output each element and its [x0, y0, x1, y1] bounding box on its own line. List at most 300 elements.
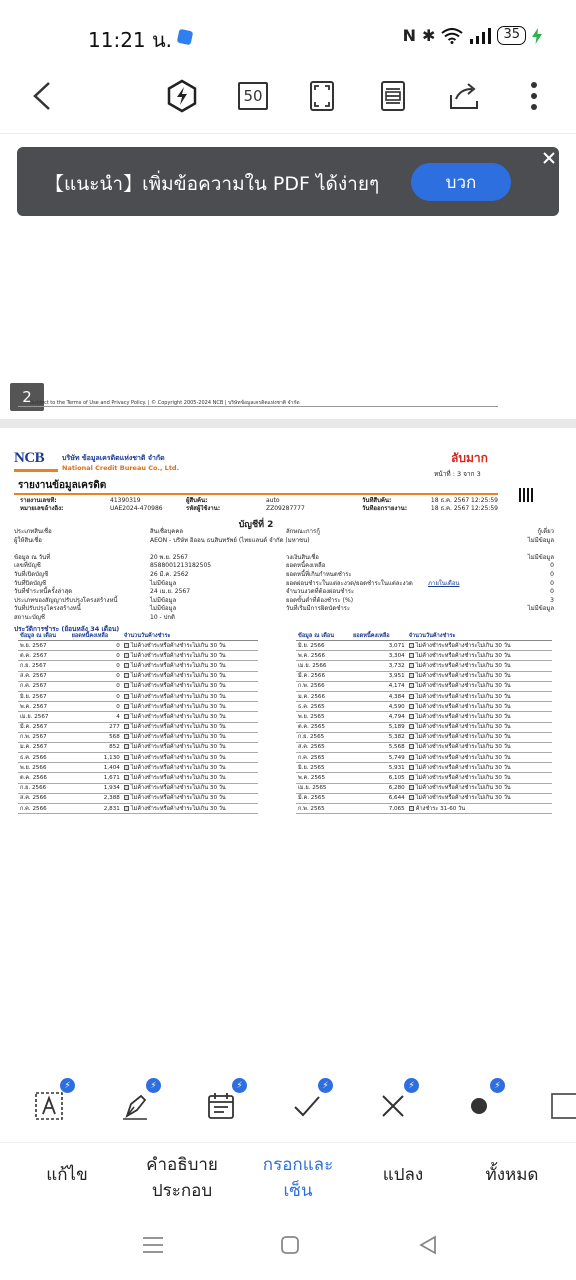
history-status-cell	[122, 793, 258, 803]
status-checkbox-icon	[409, 653, 414, 658]
history-month: มิ.ย. 2567	[18, 691, 70, 701]
promo-banner	[17, 147, 559, 216]
header-label: รายงานเลขที่:	[20, 497, 57, 504]
field-label: ผู้ให้สินเชื่อ	[14, 536, 42, 544]
bluetooth-icon: ✱	[422, 26, 436, 45]
signal-icon	[469, 28, 491, 44]
history-status: ไม่ค้างชำระหรือค้างชำระไม่เกิน 30 วัน	[415, 703, 511, 710]
status-checkbox-icon	[124, 775, 129, 780]
field-label: วันที่ปรับปรุงโครงสร้างหนี้	[14, 605, 81, 613]
history-balance: 5,568	[351, 742, 407, 752]
history-status: ไม่ค้างชำระหรือค้างชำระไม่เกิน 30 วัน	[415, 744, 511, 751]
title-rule	[14, 493, 498, 495]
field-value: สินเชื่อบุคคล	[150, 528, 184, 535]
header-value: 41390319	[110, 497, 141, 504]
history-month: ก.ค. 2565	[296, 753, 351, 763]
report-title: รายงานข้อมูลเครดิต	[18, 480, 107, 491]
history-column-header: ยอดหนี้คงเหลือ	[351, 632, 407, 641]
status-checkbox-icon	[409, 694, 414, 699]
history-month: พ.ค. 2567	[18, 702, 70, 712]
toolbar-divider	[0, 133, 576, 134]
field-value: 26 มี.ค. 2562	[150, 571, 189, 578]
tab-edit-label: แก้ไข	[46, 1165, 88, 1185]
status-checkbox-icon	[409, 785, 414, 790]
rectangle-icon	[546, 1090, 576, 1122]
close-icon	[542, 151, 556, 165]
history-balance: 6,644	[351, 793, 407, 803]
field-value: ไม่มีข้อมูล	[150, 596, 177, 604]
history-row	[18, 722, 258, 732]
header-label: หมายเลขอ้างอิง:	[20, 505, 64, 512]
history-month: ม.ค. 2566	[296, 691, 351, 701]
history-status: ไม่ค้างชำระหรือค้างชำระไม่เกิน 30 วัน	[415, 754, 511, 761]
history-balance: 6,280	[351, 783, 407, 793]
pen-nib-icon	[119, 1090, 151, 1122]
history-row	[18, 732, 258, 742]
history-status-cell	[122, 641, 258, 651]
history-row	[18, 773, 258, 783]
history-status-cell	[407, 804, 552, 814]
history-row	[18, 763, 258, 773]
history-status-cell	[122, 763, 258, 773]
calendar-icon	[205, 1090, 237, 1122]
history-month: พ.ย. 2565	[296, 712, 351, 722]
status-checkbox-icon	[409, 734, 414, 739]
history-month: พ.ย. 2567	[18, 641, 70, 651]
field-label: ประเภทของสัญญาปรับปรุงโครงสร้างหนี้	[14, 596, 118, 604]
signature-tool[interactable]	[113, 1080, 157, 1128]
history-balance: 3,951	[351, 671, 407, 681]
text-box-tool[interactable]	[27, 1080, 71, 1128]
history-row	[18, 661, 258, 671]
history-row	[296, 763, 552, 773]
tab-convert[interactable]	[358, 1162, 448, 1188]
history-table-right	[296, 632, 552, 814]
field-label: ข้อมูล ณ วันที่	[14, 553, 51, 561]
history-month: ม.ค. 2567	[18, 742, 70, 752]
ai-badge-icon: ⚡	[404, 1078, 419, 1093]
field-value: ไม่มีข้อมูล	[150, 605, 177, 613]
report-header-row	[20, 505, 498, 513]
history-column-header: ข้อมูล ณ เดือน	[296, 632, 351, 641]
history-row	[296, 691, 552, 701]
history-balance: 277	[70, 722, 122, 732]
header-value: 18 ธ.ค. 2567 12:25:59	[430, 505, 498, 512]
header-value: ZZ09287777	[266, 505, 305, 512]
history-month: ต.ค. 2567	[18, 651, 70, 661]
history-row	[18, 742, 258, 752]
history-row	[296, 651, 552, 661]
tab-convert-label: แปลง	[382, 1165, 424, 1185]
history-month: เม.ย. 2566	[296, 661, 351, 671]
history-status-cell	[407, 671, 552, 681]
recents-icon	[143, 1236, 163, 1254]
field-label: ยอดหนี้ที่เกินกำหนดชำระ	[286, 571, 352, 578]
tab-fill-sign[interactable]	[248, 1152, 348, 1204]
nav-home-button[interactable]	[270, 1230, 310, 1260]
history-month: ส.ค. 2567	[18, 671, 70, 681]
history-month: ก.ค. 2566	[18, 804, 70, 814]
history-balance: 4,384	[351, 691, 407, 701]
history-balance: 4	[70, 712, 122, 722]
history-status-cell	[407, 691, 552, 701]
history-status-cell	[122, 753, 258, 763]
field-value: 10 - ปกติ	[150, 614, 175, 621]
history-month: เม.ย. 2565	[296, 783, 351, 793]
history-balance: 3,732	[351, 661, 407, 671]
field-value: ไม่มีข้อมูล	[150, 579, 177, 587]
history-status: ไม่ค้างชำระหรือค้างชำระไม่เกิน 30 วัน	[415, 683, 511, 690]
history-status: ไม่ค้างชำระหรือค้างชำระไม่เกิน 30 วัน	[415, 764, 511, 771]
history-status-cell	[122, 661, 258, 671]
history-status-cell	[122, 671, 258, 681]
field-value: 20 พ.ย. 2567	[150, 553, 189, 561]
field-label: เลขที่บัญชี	[14, 562, 41, 570]
history-status-cell	[407, 712, 552, 722]
status-checkbox-icon	[409, 806, 414, 811]
status-checkbox-icon	[124, 694, 129, 699]
field-value: 0	[550, 588, 554, 596]
field-value: 0	[550, 562, 554, 570]
promo-banner-text: 【แนะนำ】เพิ่มข้อความใน PDF ได้ง่ายๆ	[45, 173, 380, 195]
page-count-button[interactable]	[233, 76, 273, 116]
history-status-cell	[407, 722, 552, 732]
field-label: วันที่ชำระหนี้ครั้งล่าสุด	[14, 588, 73, 596]
history-month: ก.ย. 2565	[296, 732, 351, 742]
header-value: 18 ธ.ค. 2567 12:25:59	[430, 497, 498, 504]
history-status-cell	[122, 681, 258, 691]
history-status: ไม่ค้างชำระหรือค้างชำระไม่เกิน 30 วัน	[415, 642, 511, 649]
header-label: ผู้สืบค้น:	[186, 497, 208, 504]
header-label: รหัสผู้ใช้งาน:	[186, 505, 221, 512]
tools-divider	[0, 1142, 576, 1143]
document-view-icon	[380, 80, 406, 112]
status-checkbox-icon	[409, 724, 414, 729]
tab-all-label: ทั้งหมด	[485, 1165, 539, 1185]
history-status: ไม่ค้างชำระหรือค้างชำระไม่เกิน 30 วัน	[130, 795, 226, 802]
history-status-cell	[407, 753, 552, 763]
add-text-button[interactable]: บวก	[411, 163, 511, 201]
history-month: เม.ย. 2567	[18, 712, 70, 722]
history-balance: 0	[70, 691, 122, 701]
history-month: ต.ค. 2565	[296, 722, 351, 732]
history-row	[18, 651, 258, 661]
history-row	[18, 753, 258, 763]
history-balance: 0	[70, 661, 122, 671]
history-row	[18, 641, 258, 651]
history-status: ไม่ค้างชำระหรือค้างชำระไม่เกิน 30 วัน	[130, 683, 226, 690]
history-status-cell	[407, 641, 552, 651]
history-balance: 1,934	[70, 783, 122, 793]
history-row	[18, 681, 258, 691]
more-options-button[interactable]	[514, 76, 554, 116]
field-value: ไม่มีข้อมูล	[527, 553, 554, 561]
page-count-box	[238, 82, 268, 110]
history-status: ไม่ค้างชำระหรือค้างชำระไม่เกิน 30 วัน	[415, 713, 511, 720]
history-month: ก.ค. 2567	[18, 681, 70, 691]
header-label: วันที่สืบค้น:	[362, 497, 392, 504]
history-status: ไม่ค้างชำระหรือค้างชำระไม่เกิน 30 วัน	[415, 673, 511, 680]
history-balance: 0	[70, 681, 122, 691]
status-checkbox-icon	[124, 785, 129, 790]
datamatrix-code	[519, 488, 533, 502]
history-status-cell	[122, 732, 258, 742]
field-value: 0	[550, 571, 554, 578]
history-status-cell	[407, 702, 552, 712]
tab-edit[interactable]	[22, 1162, 112, 1188]
field-label: จำนวนงวดที่ต้องผ่อนชำระ	[286, 588, 355, 596]
page-number-badge: 2	[10, 383, 44, 411]
history-balance: 4,174	[351, 681, 407, 691]
company-name-th: บริษัท ข้อมูลเครดิตแห่งชาติ จำกัด	[62, 454, 165, 462]
history-column-header: ยอดหนี้คงเหลือ	[70, 632, 122, 641]
status-checkbox-icon	[124, 704, 129, 709]
field-link[interactable]: ภายในเดือน	[428, 579, 460, 587]
status-checkbox-icon	[124, 744, 129, 749]
tab-all[interactable]	[462, 1162, 562, 1188]
status-checkbox-icon	[124, 643, 129, 648]
history-balance: 1,130	[70, 753, 122, 763]
field-label: วันที่เริ่มมีการผิดนัดชำระ	[286, 605, 351, 613]
history-status: ไม่ค้างชำระหรือค้างชำระไม่เกิน 30 วัน	[130, 693, 226, 700]
history-status-cell	[407, 651, 552, 661]
fullscreen-button[interactable]	[302, 76, 342, 116]
report-header-row	[20, 497, 498, 505]
history-month: มิ.ย. 2566	[296, 641, 351, 651]
history-status-cell	[122, 783, 258, 793]
history-month: ต.ค. 2566	[18, 773, 70, 783]
history-status: ไม่ค้างชำระหรือค้างชำระไม่เกิน 30 วัน	[130, 744, 226, 751]
history-row	[296, 712, 552, 722]
history-balance: 568	[70, 732, 122, 742]
history-status-cell	[122, 773, 258, 783]
history-balance: 7,065	[351, 804, 407, 814]
field-label: ยอดหนี้คงเหลือ	[286, 562, 326, 570]
field-label: วันที่เปิดบัญชี	[14, 571, 49, 578]
close-banner-button[interactable]	[531, 143, 567, 173]
status-checkbox-icon	[124, 734, 129, 739]
history-status: ไม่ค้างชำระหรือค้างชำระไม่เกิน 30 วัน	[415, 785, 511, 792]
report-header-grid	[20, 497, 498, 513]
history-row	[296, 753, 552, 763]
field-label: ยอดขั้นต่ำที่ต้องชำระ (%)	[286, 596, 354, 604]
ai-tools-button[interactable]	[162, 76, 202, 116]
status-checkbox-icon	[124, 653, 129, 658]
field-label: สถานะบัญชี	[14, 614, 45, 621]
checkmark-icon	[291, 1090, 323, 1122]
history-balance: 6,105	[351, 773, 407, 783]
history-balance: 4,794	[351, 712, 407, 722]
field-label: วันที่ปิดบัญชี	[14, 579, 47, 587]
history-row	[18, 712, 258, 722]
history-status-cell	[407, 773, 552, 783]
history-row	[296, 773, 552, 783]
history-status: ไม่ค้างชำระหรือค้างชำระไม่เกิน 30 วัน	[130, 713, 226, 720]
history-column-header: จำนวนวันค้างชำระ	[407, 632, 552, 641]
history-month: พ.ค. 2566	[296, 651, 351, 661]
tab-annotate[interactable]	[132, 1152, 232, 1204]
history-balance: 0	[70, 702, 122, 712]
history-status-cell	[122, 712, 258, 722]
status-checkbox-icon	[409, 775, 414, 780]
history-row	[296, 722, 552, 732]
history-status: ไม่ค้างชำระหรือค้างชำระไม่เกิน 30 วัน	[130, 775, 226, 782]
status-checkbox-icon	[124, 663, 129, 668]
back-arrow-icon	[31, 81, 53, 111]
date-tool[interactable]	[199, 1080, 243, 1128]
field-value: 0	[550, 579, 554, 587]
history-status: ไม่ค้างชำระหรือค้างชำระไม่เกิน 30 วัน	[415, 693, 511, 700]
ai-badge-icon: ⚡	[60, 1078, 75, 1093]
history-status-cell	[122, 651, 258, 661]
history-month: มี.ค. 2567	[18, 722, 70, 732]
history-status: ไม่ค้างชำระหรือค้างชำระไม่เกิน 30 วัน	[130, 642, 226, 649]
history-row	[296, 742, 552, 752]
history-status: ไม่ค้างชำระหรือค้างชำระไม่เกิน 30 วัน	[415, 775, 511, 782]
history-status: ไม่ค้างชำระหรือค้างชำระไม่เกิน 30 วัน	[130, 785, 226, 792]
checkmark-tool[interactable]	[285, 1080, 329, 1128]
ai-badge-icon: ⚡	[318, 1078, 333, 1093]
ncb-logo: NCB	[14, 450, 45, 466]
history-month: ก.พ. 2565	[296, 804, 351, 814]
reading-mode-button[interactable]	[373, 76, 413, 116]
field-label: ยอดผ่อนชำระในแต่ละงวด/ยอดชำระในแต่ละงวด	[286, 579, 413, 587]
history-status: ไม่ค้างชำระหรือค้างชำระไม่เกิน 30 วัน	[130, 703, 226, 710]
history-status-cell	[122, 804, 258, 814]
history-month: ก.พ. 2566	[296, 681, 351, 691]
history-row	[18, 702, 258, 712]
history-balance: 5,382	[351, 732, 407, 742]
history-row	[18, 804, 258, 814]
field-value: 24 เม.ย. 2567	[150, 588, 191, 596]
history-balance: 5,749	[351, 753, 407, 763]
history-status: ค้างชำระ 31-60 วัน	[415, 805, 466, 812]
history-row	[18, 783, 258, 793]
history-balance: 0	[70, 641, 122, 651]
cross-icon	[377, 1090, 409, 1122]
box-tool[interactable]	[546, 1084, 576, 1128]
history-balance: 852	[70, 742, 122, 752]
company-name-en: National Credit Bureau Co., Ltd.	[62, 464, 180, 472]
history-month: ธ.ค. 2565	[296, 702, 351, 712]
text-box-icon	[33, 1090, 65, 1122]
history-row	[18, 691, 258, 701]
battery-indicator: 35	[497, 26, 526, 45]
history-balance: 5,189	[351, 722, 407, 732]
nav-recents-button[interactable]	[133, 1230, 173, 1260]
history-status-cell	[122, 691, 258, 701]
history-row	[296, 681, 552, 691]
page-footer-text: Subject to the Terms of Use and Privacy Policy. | © Copyright 2005-2024 NCB | บริษัทข้อมูลเครดิตแห่งชาติ จำกัด	[30, 400, 300, 406]
history-month: มี.ค. 2565	[296, 793, 351, 803]
back-button[interactable]	[22, 76, 62, 116]
history-status: ไม่ค้างชำระหรือค้างชำระไม่เกิน 30 วัน	[415, 734, 511, 741]
fullscreen-icon	[309, 80, 335, 112]
ai-badge-icon: ⚡	[146, 1078, 161, 1093]
history-status: ไม่ค้างชำระหรือค้างชำระไม่เกิน 30 วัน	[130, 652, 226, 659]
history-row	[296, 671, 552, 681]
dot-tool[interactable]	[457, 1080, 501, 1128]
confidential-label: ลับมาก	[451, 451, 488, 465]
more-vertical-icon	[530, 81, 538, 111]
status-time: 11:21 น.	[88, 28, 173, 52]
page-count-label: 50	[243, 87, 263, 105]
history-month: ธ.ค. 2566	[18, 753, 70, 763]
history-balance: 0	[70, 671, 122, 681]
field-value: 3	[550, 596, 554, 604]
status-checkbox-icon	[409, 673, 414, 678]
history-title: ประวัติการชำระ (ย้อนหลัง 34 เดือน)	[14, 625, 120, 633]
history-status-cell	[407, 793, 552, 803]
history-month: ก.ย. 2566	[18, 783, 70, 793]
history-balance: 3,071	[351, 641, 407, 651]
share-button[interactable]	[444, 76, 484, 116]
history-month: มิ.ย. 2565	[296, 763, 351, 773]
status-checkbox-icon	[124, 806, 129, 811]
status-checkbox-icon	[409, 795, 414, 800]
history-row	[296, 702, 552, 712]
status-checkbox-icon	[124, 724, 129, 729]
history-balance: 1,671	[70, 773, 122, 783]
tab-fill-sign-label: กรอกและ เซ็น	[262, 1155, 334, 1201]
history-status: ไม่ค้างชำระหรือค้างชำระไม่เกิน 30 วัน	[130, 734, 226, 741]
field-value: 8588001213182505	[150, 562, 212, 570]
history-row	[18, 671, 258, 681]
field-value: ไม่มีข้อมูล	[527, 536, 554, 544]
nav-back-button[interactable]	[408, 1230, 448, 1260]
back-triangle-icon	[418, 1235, 438, 1255]
field-label: ลักษณะการกู้	[286, 528, 320, 535]
history-status-cell	[407, 681, 552, 691]
history-balance: 2,388	[70, 793, 122, 803]
dot-icon	[463, 1090, 495, 1122]
ncb-logo-bar	[14, 469, 58, 472]
history-status: ไม่ค้างชำระหรือค้างชำระไม่เกิน 30 วัน	[130, 754, 226, 761]
field-value: กู้เดี่ยว	[537, 528, 554, 535]
charging-icon	[532, 28, 542, 44]
history-status: ไม่ค้างชำระหรือค้างชำระไม่เกิน 30 วัน	[415, 662, 511, 669]
status-checkbox-icon	[409, 643, 414, 648]
history-balance: 0	[70, 651, 122, 661]
header-label: วันที่ออกรายงาน:	[362, 505, 408, 512]
history-balance: 1,404	[70, 763, 122, 773]
page-separator	[0, 419, 576, 428]
credit-report-page[interactable]	[14, 446, 554, 886]
history-row	[296, 793, 552, 803]
hexagon-bolt-icon	[165, 79, 199, 113]
ai-badge-icon: ⚡	[232, 1078, 247, 1093]
footer-rule	[18, 406, 498, 407]
status-checkbox-icon	[409, 714, 414, 719]
history-month: ก.ย. 2567	[18, 661, 70, 671]
wifi-icon	[441, 28, 463, 44]
history-status-cell	[407, 763, 552, 773]
history-status: ไม่ค้างชำระหรือค้างชำระไม่เกิน 30 วัน	[130, 805, 226, 812]
history-status: ไม่ค้างชำระหรือค้างชำระไม่เกิน 30 วัน	[130, 724, 226, 731]
history-status: ไม่ค้างชำระหรือค้างชำระไม่เกิน 30 วัน	[415, 652, 511, 659]
home-icon	[280, 1235, 300, 1255]
cross-tool[interactable]	[371, 1080, 415, 1128]
status-checkbox-icon	[124, 673, 129, 678]
history-month: ส.ค. 2565	[296, 742, 351, 752]
history-status-cell	[407, 783, 552, 793]
history-balance: 3,304	[351, 651, 407, 661]
history-month: มี.ค. 2566	[296, 671, 351, 681]
history-column-header: จำนวนวันค้างชำระ	[122, 632, 258, 641]
field-label: วงเงินสินเชื่อ	[286, 553, 319, 561]
status-checkbox-icon	[124, 795, 129, 800]
account-fields	[14, 528, 554, 624]
